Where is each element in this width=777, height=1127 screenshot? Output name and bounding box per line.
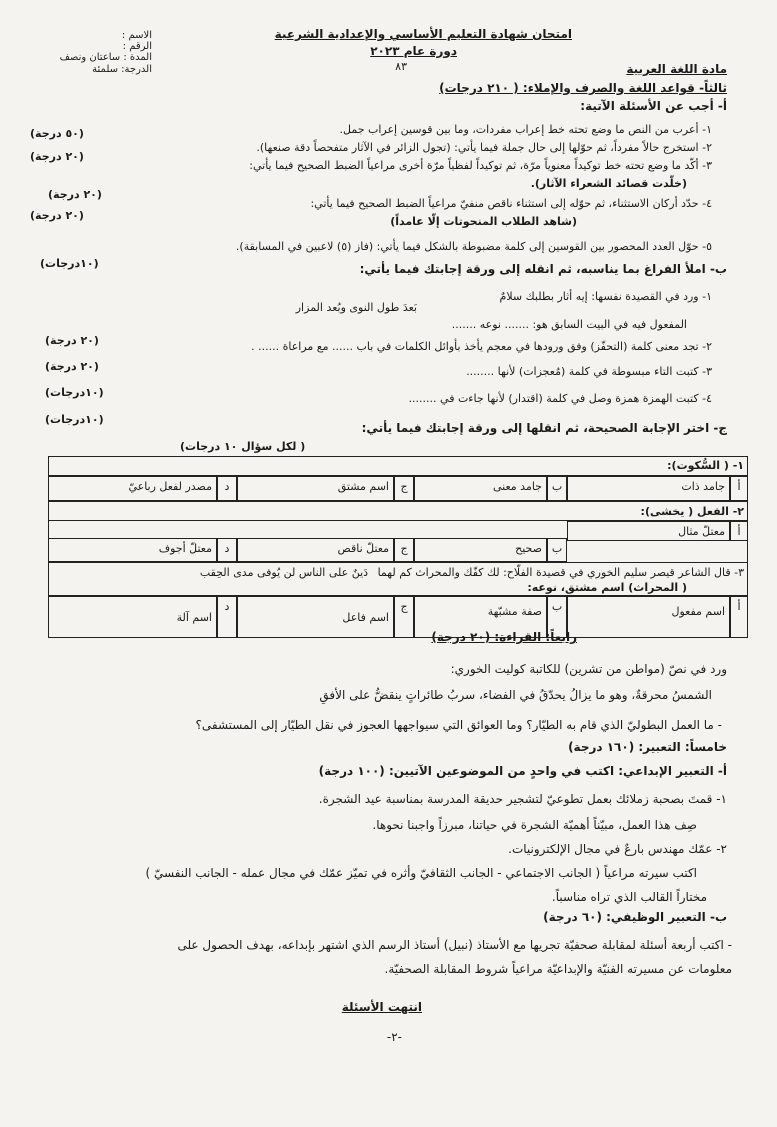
b1-text: ١- ورد في القصيدة نفسها: إيه أثار بطلبك سلامٌ (499, 290, 712, 303)
mcq-q1-c-letter: ج (394, 476, 414, 501)
exam-title: امتحان شهادة التعليم الأساسي والإعدادية الشرعية (274, 27, 572, 41)
section4-title: رابعاً: القراءة: (٢٠ درجة) (431, 630, 577, 644)
section3-part-a: أ- أجب عن الأسئلة الآتية: (580, 99, 727, 113)
q2-mark: (٢٠ درجة) (30, 150, 84, 163)
mcq-q3-a[interactable]: اسم مفعول (567, 596, 730, 638)
section3-title: ثالثاً- قواعد اللغة والصرف والإملاء: ( ٢١٠ درجات) (439, 81, 727, 95)
b1-verse: بَعدَ طول النوى وبُعد المزار (295, 301, 417, 314)
section5-title: خامساً: التعبير: (١٦٠ درجة) (568, 740, 727, 754)
topic1-text: ١- قمتَ بصحبة زملائك بعمل تطوعيّ لتشجير حديقة المدرسة بمناسبة عيد الشجرة. (318, 792, 727, 806)
section3-part-c: ج- اختر الإجابة الصحيحة، ثم انقلها إلى ورقة إجابتك فيما يأتي: (361, 421, 727, 435)
topic2-text: ٢- عمّك مهندس بارعٌ في مجال الإلكترونيات. (508, 842, 727, 856)
meta-name: الاسم : (121, 30, 152, 41)
mcq-q3-b-letter: ب (547, 596, 567, 638)
section4-intro: ورد في نصّ (مواطن من تشرين) للكاتبة كوليت الخوري: (450, 662, 727, 676)
meta-grade: الدرجة: سلمئة (92, 64, 152, 75)
section3-part-b: ب- املأ الفراغ بما يناسبه، ثم انقله إلى ورقة إجابتك فيما يأتي: (359, 262, 727, 276)
mcq-q3-part2: ( المحراث) اسم مشتق، نوعه: (527, 581, 687, 594)
end-of-questions: انتهت الأسئلة (341, 1000, 422, 1014)
b2-mark: (٢٠ درجة) (45, 360, 99, 373)
mcq-q2: ٢- الفعل ( يخشى): (48, 501, 748, 521)
mcq-q1-b-letter: ب (547, 476, 567, 501)
mcq-q3-c[interactable]: اسم فاعل (237, 596, 394, 638)
mcq-q1-a-letter: أ (730, 476, 748, 501)
b1-blank: المفعول فيه في البيت السابق هو: ....... نوعه ....... (451, 318, 687, 331)
subject-title: مادة اللغة العربية (626, 62, 727, 76)
mcq-q3-d-letter: د (217, 596, 237, 638)
b1-mark: (٢٠ درجة) (45, 334, 99, 347)
exam-code: ٨٣ (395, 60, 407, 73)
mcq-q1-c[interactable]: اسم مشتق (237, 476, 394, 501)
b4-text: ٤- كتبت الهمزة همزة وصل في كلمة (اقتدار) لأنها جاءت في ........ (408, 392, 712, 405)
mcq-q1-d[interactable]: مصدر لفعل رباعيّ (48, 476, 217, 501)
functional-task-cont: معلومات عن مسيرته الفنيّة والإبداعيّة مراعياً شروط المقابلة الصحفيّة. (384, 962, 732, 976)
section4-quote: الشمسُ محرقةٌ، وهو ما يزالُ يحدّقُ في الفضاء، سربُ طائراتٍ ينقضُّ على الأفقِ (319, 688, 712, 702)
page-number: -٢- (386, 1030, 402, 1044)
b3-text: ٣- كتبت التاء مبسوطة في كلمة (مُعجزات) لأنها ........ (466, 365, 712, 378)
mcq-q1: ١- ( السُّكوت): (48, 456, 748, 476)
b3-mark: (١٠درجات) (45, 386, 104, 399)
q3-sentence: (خلّدت قصائد الشعراء الآثار). (530, 177, 687, 190)
mcq-q2-c-letter: ج (394, 538, 414, 562)
mcq-q2-d-letter: د (217, 538, 237, 562)
q5-mark: (١٠درجات) (40, 257, 99, 270)
b4-mark: (١٠درجات) (45, 413, 104, 426)
mcq-q3-b[interactable]: صفة مشبّهة (414, 596, 547, 638)
q3-mark: (٢٠ درجة) (48, 188, 102, 201)
mcq-q2-b[interactable]: صحيح (414, 538, 547, 562)
meta-number: الرقم : (122, 41, 152, 52)
mcq-q3-a-letter: أ (730, 596, 748, 638)
mcq-q3-verse: دَينٌ على الناس لن يُوفى مدى الحِقب (199, 566, 369, 579)
q4-mark: (٢٠ درجة) (30, 209, 84, 222)
q4-text: ٤- حدّد أركان الاستثناء، ثم حوّله إلى استثناء ناقص منفيّ مراعياً الضبط الصحيح فيما يأتي: (310, 197, 712, 210)
mcq-q3: ٣- قال الشاعر قيصر سليم الخوري في قصيدة الفلّاح: لك كفّك والمحراث كم لهما (377, 566, 744, 579)
mcq-q2-d[interactable]: معتلّ أجوف (48, 538, 217, 562)
section5-part-a: أ- التعبير الإبداعي: اكتب في واحدٍ من الموضوعين الآتيين: (١٠٠ درجة) (318, 764, 727, 778)
mcq-q1-a[interactable]: جامد ذات (567, 476, 730, 501)
topic1-detail: صِف هذا العمل، مبيّناً أهميّة الشجرة في حياتنا، مبرزاً واجبنا نحوها. (372, 818, 697, 832)
mcq-q1-b[interactable]: جامد معنى (414, 476, 547, 501)
mcq-q1-d-letter: د (217, 476, 237, 501)
q3-text: ٣- أكّد ما وضع تحته خط توكيداً معنوياً مرّة، ثم توكيداً لفظياً مرّة أخرى مراعياً الضبط الصحيح فيما يأتي: (249, 159, 712, 172)
topic2-template: مختاراً القالب الذي تراه مناسباً. (551, 890, 707, 904)
topic2-detail: اكتب سيرته مراعياً ( الجانب الاجتماعي - الجانب الثقافيّ وأثره في تميّز عمّك في مجال عمله - الجانب النفسيّ ) (145, 866, 697, 880)
q1-mark: (٥٠ درجة) (30, 127, 84, 140)
exam-session: دورة عام ٢٠٢٣ (370, 44, 457, 58)
mcq-q3-d[interactable]: اسم آلة (48, 596, 217, 638)
mcq-q2-b-letter: ب (547, 538, 567, 562)
part-c-mark: ( لكل سؤال ١٠ درجات) (180, 440, 306, 453)
section5-part-b: ب- التعبير الوظيفي: (٦٠ درجة) (543, 910, 727, 924)
functional-task: - اكتب أربعة أسئلة لمقابلة صحفيّة تجريها مع الأستاذ (نبيل) أستاذ الرسم الذي اشتهر بإبداعه، بهدف الحصول على (177, 938, 732, 952)
mcq-q3-c-letter: ج (394, 596, 414, 638)
q4-sentence: (شاهد الطلاب المنحوتات إلّا عامداً) (390, 215, 577, 228)
mcq-q2-a-letter: أ (730, 521, 748, 541)
q1-text: ١- أعرب من النص ما وضع تحته خط إعراب مفردات، وما بين قوسين إعراب جمل. (339, 123, 712, 136)
q5-text: ٥- حوّل العدد المحصور بين القوسين إلى كلمة مضبوطة بالشكل فيما يأتي: (فاز (٥) لاعبين في المسابقة). (235, 240, 712, 253)
mcq-q2-a[interactable]: معتلّ مثال (567, 521, 730, 541)
b2-text: ٢- تجد معنى كلمة (التحفّز) وفق ورودها في معجم يأخذ بأوائل الكلمات في باب ...... مع مراعاة ...... . (251, 340, 712, 353)
q2-text: ٢- استخرج حالاً مفرداً، ثم حوّلها إلى حال جملة فيما يأتي: (تجول الزائر في الآثار متفحصاً دقة صنعها). (256, 141, 712, 154)
meta-duration: المدة : ساعتان ونصف (59, 52, 152, 63)
mcq-q2-c[interactable]: معتلّ ناقص (237, 538, 394, 562)
section4-question: - ما العمل البطوليّ الذي قام به الطيّار؟ وما العوائق التي سيواجهها العجوز في نقل الطيّار إلى المستشفى؟ (195, 718, 722, 732)
